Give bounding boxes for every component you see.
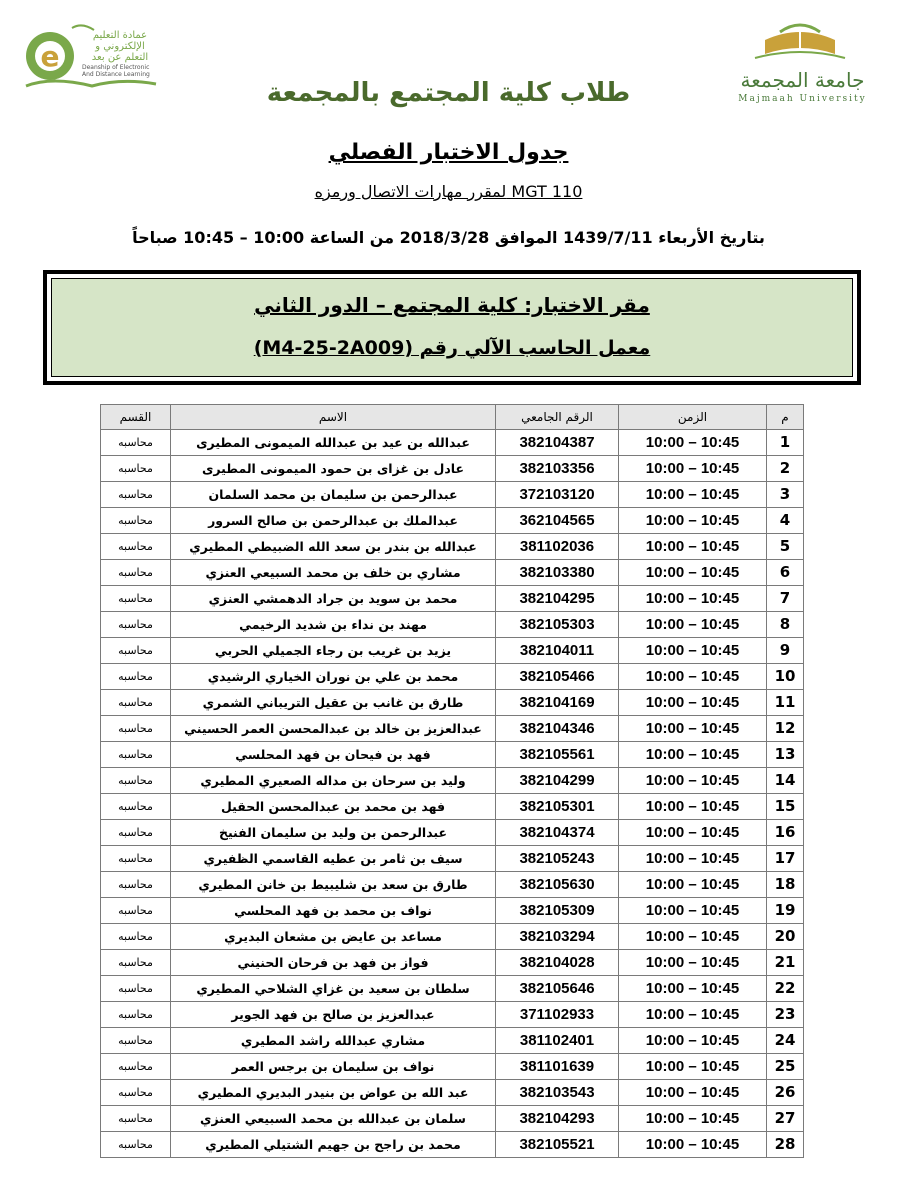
cell-id: 382104293 — [496, 1106, 619, 1132]
cell-dept: محاسبه — [101, 612, 171, 638]
cell-name: نواف بن محمد بن فهد المحلسي — [171, 898, 496, 924]
table-row — [101, 586, 804, 612]
cell-name: فهد بن فيحان بن فهد المحلسي — [171, 742, 496, 768]
cell-dept: محاسبه — [101, 586, 171, 612]
cell-dept: محاسبه — [101, 1002, 171, 1028]
cell-name: طارق بن غانب بن عقيل التريباني الشمري — [171, 690, 496, 716]
cell-num: 17 — [767, 846, 804, 872]
cell-num: 25 — [767, 1054, 804, 1080]
cell-num: 7 — [767, 586, 804, 612]
cell-time: 10:00 – 10:45 — [619, 690, 767, 716]
cell-time: 10:00 – 10:45 — [619, 846, 767, 872]
table-row — [101, 560, 804, 586]
cell-time: 10:00 – 10:45 — [619, 638, 767, 664]
cell-id: 382103294 — [496, 924, 619, 950]
cell-dept: محاسبه — [101, 950, 171, 976]
open-book-icon — [725, 18, 880, 68]
cell-id: 382104028 — [496, 950, 619, 976]
cell-num: 6 — [767, 560, 804, 586]
cell-name: سلمان بن عبدالله بن محمد السبيعي العنزي — [171, 1106, 496, 1132]
cell-num: 3 — [767, 482, 804, 508]
venue-box — [43, 270, 861, 385]
cell-num: 20 — [767, 924, 804, 950]
table-row — [101, 1028, 804, 1054]
cell-dept: محاسبه — [101, 716, 171, 742]
table-row — [101, 872, 804, 898]
cell-id: 382103543 — [496, 1080, 619, 1106]
cell-dept: محاسبه — [101, 664, 171, 690]
venue-lab: معمل الحاسب الآلي رقم (M4-25-2A009) — [253, 337, 651, 359]
cell-id: 362104565 — [496, 508, 619, 534]
table-row — [101, 1002, 804, 1028]
cell-time: 10:00 – 10:45 — [619, 898, 767, 924]
cell-time: 10:00 – 10:45 — [619, 1106, 767, 1132]
cell-dept: محاسبه — [101, 508, 171, 534]
cell-id: 382105561 — [496, 742, 619, 768]
cell-dept: محاسبه — [101, 1080, 171, 1106]
table-row — [101, 482, 804, 508]
cell-dept: محاسبه — [101, 638, 171, 664]
table-row — [101, 716, 804, 742]
cell-num: 4 — [767, 508, 804, 534]
table-row — [101, 1132, 804, 1158]
cell-name: مشاري عبدالله راشد المطيري — [171, 1028, 496, 1054]
cell-time: 10:00 – 10:45 — [619, 1080, 767, 1106]
cell-name: فهد بن محمد بن عبدالمحسن الحقيل — [171, 794, 496, 820]
cell-dept: محاسبه — [101, 846, 171, 872]
cell-time: 10:00 – 10:45 — [619, 586, 767, 612]
cell-id: 381102401 — [496, 1028, 619, 1054]
cell-num: 10 — [767, 664, 804, 690]
page-subtitle: جدول الاختبار الفصلي — [328, 140, 569, 165]
cell-dept: محاسبه — [101, 768, 171, 794]
date-line: بتاريخ الأربعاء 1439/7/11 الموافق 2018/3/28 من الساعة 10:00 – 10:45 صباحاً — [132, 228, 765, 247]
table-row — [101, 508, 804, 534]
cell-time: 10:00 – 10:45 — [619, 430, 767, 456]
cell-id: 382104011 — [496, 638, 619, 664]
cell-num: 18 — [767, 872, 804, 898]
course-line: لمقرر مهارات الاتصال ورمزه MGT 110 — [314, 182, 583, 201]
table-row — [101, 794, 804, 820]
cell-dept: محاسبه — [101, 898, 171, 924]
cell-dept: محاسبه — [101, 820, 171, 846]
cell-name: عادل بن غزاى بن حمود الميمونى المطيرى — [171, 456, 496, 482]
venue-box-inner — [51, 278, 853, 377]
cell-time: 10:00 – 10:45 — [619, 508, 767, 534]
cell-id: 382105301 — [496, 794, 619, 820]
cell-id: 382105630 — [496, 872, 619, 898]
cell-num: 28 — [767, 1132, 804, 1158]
table-row — [101, 1080, 804, 1106]
cell-num: 8 — [767, 612, 804, 638]
cell-num: 15 — [767, 794, 804, 820]
cell-id: 382104169 — [496, 690, 619, 716]
cell-time: 10:00 – 10:45 — [619, 534, 767, 560]
right-logo-text-en: Majmaah University — [738, 94, 867, 104]
header-name: الاسم — [171, 405, 496, 430]
cell-dept: محاسبه — [101, 1028, 171, 1054]
table-row — [101, 742, 804, 768]
cell-num: 14 — [767, 768, 804, 794]
cell-dept: محاسبه — [101, 690, 171, 716]
cell-time: 10:00 – 10:45 — [619, 976, 767, 1002]
table-row — [101, 430, 804, 456]
cell-name: محمد بن سويد بن جراد الدهمشي العنزي — [171, 586, 496, 612]
cell-time: 10:00 – 10:45 — [619, 794, 767, 820]
cell-id: 372103120 — [496, 482, 619, 508]
cell-id: 382105309 — [496, 898, 619, 924]
cell-time: 10:00 – 10:45 — [619, 1002, 767, 1028]
cell-name: مساعد بن عايض بن مشعان البديري — [171, 924, 496, 950]
cell-num: 11 — [767, 690, 804, 716]
table-row — [101, 1106, 804, 1132]
cell-time: 10:00 – 10:45 — [619, 820, 767, 846]
cell-dept: محاسبه — [101, 1132, 171, 1158]
cell-name: محمد بن علي بن نوران الخياري الرشيدي — [171, 664, 496, 690]
cell-name: مشاري بن خلف بن محمد السبيعي العنزي — [171, 560, 496, 586]
cell-id: 382103380 — [496, 560, 619, 586]
cell-dept: محاسبه — [101, 1106, 171, 1132]
cell-name: وليد بن سرحان بن مداله الصعيري المطيري — [171, 768, 496, 794]
left-logo-text-ar: عمادة التعليم الإلكتروني و التعلم عن بعد — [91, 30, 149, 63]
table-row — [101, 820, 804, 846]
table-row — [101, 898, 804, 924]
cell-num: 13 — [767, 742, 804, 768]
cell-id: 371102933 — [496, 1002, 619, 1028]
cell-dept: محاسبه — [101, 456, 171, 482]
cell-dept: محاسبه — [101, 482, 171, 508]
cell-id: 382104299 — [496, 768, 619, 794]
cell-num: 9 — [767, 638, 804, 664]
cell-dept: محاسبه — [101, 872, 171, 898]
cell-id: 382104346 — [496, 716, 619, 742]
table-row — [101, 924, 804, 950]
cell-num: 2 — [767, 456, 804, 482]
cell-time: 10:00 – 10:45 — [619, 1028, 767, 1054]
cell-id: 382104295 — [496, 586, 619, 612]
cell-time: 10:00 – 10:45 — [619, 872, 767, 898]
page-title: طلاب كلية المجتمع بالمجمعة — [266, 78, 631, 108]
cell-name: عبدالرحمن بن وليد بن سليمان الفنيخ — [171, 820, 496, 846]
cell-name: نواف بن سليمان بن برجس العمر — [171, 1054, 496, 1080]
cell-dept: محاسبه — [101, 430, 171, 456]
cell-name: مهند بن نداء بن شديد الرخيمي — [171, 612, 496, 638]
cell-name: عبد الله بن عواض بن بنيدر البديري المطيري — [171, 1080, 496, 1106]
cell-dept: محاسبه — [101, 976, 171, 1002]
table-header-row — [101, 405, 804, 430]
cell-dept: محاسبه — [101, 560, 171, 586]
cell-num: 26 — [767, 1080, 804, 1106]
cell-num: 27 — [767, 1106, 804, 1132]
cell-time: 10:00 – 10:45 — [619, 1132, 767, 1158]
cell-num: 21 — [767, 950, 804, 976]
cell-name: عبدالله بن عيد بن عبدالله الميمونى المطيرى — [171, 430, 496, 456]
cell-name: سلطان بن سعيد بن غزاي الشلاحي المطيري — [171, 976, 496, 1002]
cell-num: 1 — [767, 430, 804, 456]
table-row — [101, 846, 804, 872]
header-time: الزمن — [619, 405, 767, 430]
cell-time: 10:00 – 10:45 — [619, 768, 767, 794]
cell-time: 10:00 – 10:45 — [619, 742, 767, 768]
cell-dept: محاسبه — [101, 794, 171, 820]
cell-id: 382105243 — [496, 846, 619, 872]
header-dept: القسم — [101, 405, 171, 430]
cell-time: 10:00 – 10:45 — [619, 716, 767, 742]
cell-time: 10:00 – 10:45 — [619, 1054, 767, 1080]
cell-id: 382104387 — [496, 430, 619, 456]
cell-name: محمد بن راجح بن جهيم الشتيلي المطيري — [171, 1132, 496, 1158]
cell-name: عبدالعزيز بن صالح بن فهد الجوير — [171, 1002, 496, 1028]
right-logo-text-ar: جامعة المجمعة — [740, 68, 865, 92]
table-row — [101, 768, 804, 794]
svg-text:e: e — [40, 40, 60, 73]
cell-name: يزيد بن غريب بن رجاء الجميلي الحربي — [171, 638, 496, 664]
cell-time: 10:00 – 10:45 — [619, 612, 767, 638]
table-row — [101, 664, 804, 690]
cell-num: 22 — [767, 976, 804, 1002]
table-row — [101, 1054, 804, 1080]
venue-location: مقر الاختبار: كلية المجتمع – الدور الثاني — [254, 293, 650, 317]
table-row — [101, 534, 804, 560]
cell-name: سيف بن ثامر بن عطيه القاسمي الظفيري — [171, 846, 496, 872]
cell-num: 5 — [767, 534, 804, 560]
table-row — [101, 638, 804, 664]
cell-name: عبدالرحمن بن سليمان بن محمد السلمان — [171, 482, 496, 508]
table-row — [101, 950, 804, 976]
cell-num: 12 — [767, 716, 804, 742]
cell-id: 382104374 — [496, 820, 619, 846]
cell-time: 10:00 – 10:45 — [619, 950, 767, 976]
cell-time: 10:00 – 10:45 — [619, 482, 767, 508]
cell-time: 10:00 – 10:45 — [619, 924, 767, 950]
cell-num: 24 — [767, 1028, 804, 1054]
left-logo-text-en: Deanship of Electronic And Distance Learning — [82, 64, 150, 78]
cell-name: عبدالملك بن عبدالرحمن بن صالح السرور — [171, 508, 496, 534]
cell-name: فواز بن فهد بن فرحان الحنيني — [171, 950, 496, 976]
table-row — [101, 976, 804, 1002]
table-row — [101, 456, 804, 482]
cell-num: 23 — [767, 1002, 804, 1028]
table-row — [101, 612, 804, 638]
cell-name: عبدالله بن بندر بن سعد الله الضبيطي المطيري — [171, 534, 496, 560]
cell-dept: محاسبه — [101, 1054, 171, 1080]
cell-dept: محاسبه — [101, 924, 171, 950]
cell-id: 381102036 — [496, 534, 619, 560]
cell-id: 381101639 — [496, 1054, 619, 1080]
cell-name: عبدالعزيز بن خالد بن عبدالمحسن العمر الحسيني — [171, 716, 496, 742]
cell-time: 10:00 – 10:45 — [619, 664, 767, 690]
cell-id: 382103356 — [496, 456, 619, 482]
cell-id: 382105646 — [496, 976, 619, 1002]
cell-dept: محاسبه — [101, 534, 171, 560]
cell-num: 19 — [767, 898, 804, 924]
cell-time: 10:00 – 10:45 — [619, 456, 767, 482]
cell-dept: محاسبه — [101, 742, 171, 768]
schedule-table — [100, 404, 804, 1158]
table-row — [101, 690, 804, 716]
cell-time: 10:00 – 10:45 — [619, 560, 767, 586]
cell-id: 382105303 — [496, 612, 619, 638]
header-num: م — [767, 405, 804, 430]
cell-num: 16 — [767, 820, 804, 846]
cell-name: طارق بن سعد بن شليبيط بن خانن المطيري — [171, 872, 496, 898]
cell-id: 382105466 — [496, 664, 619, 690]
cell-id: 382105521 — [496, 1132, 619, 1158]
header-id: الرقم الجامعي — [496, 405, 619, 430]
